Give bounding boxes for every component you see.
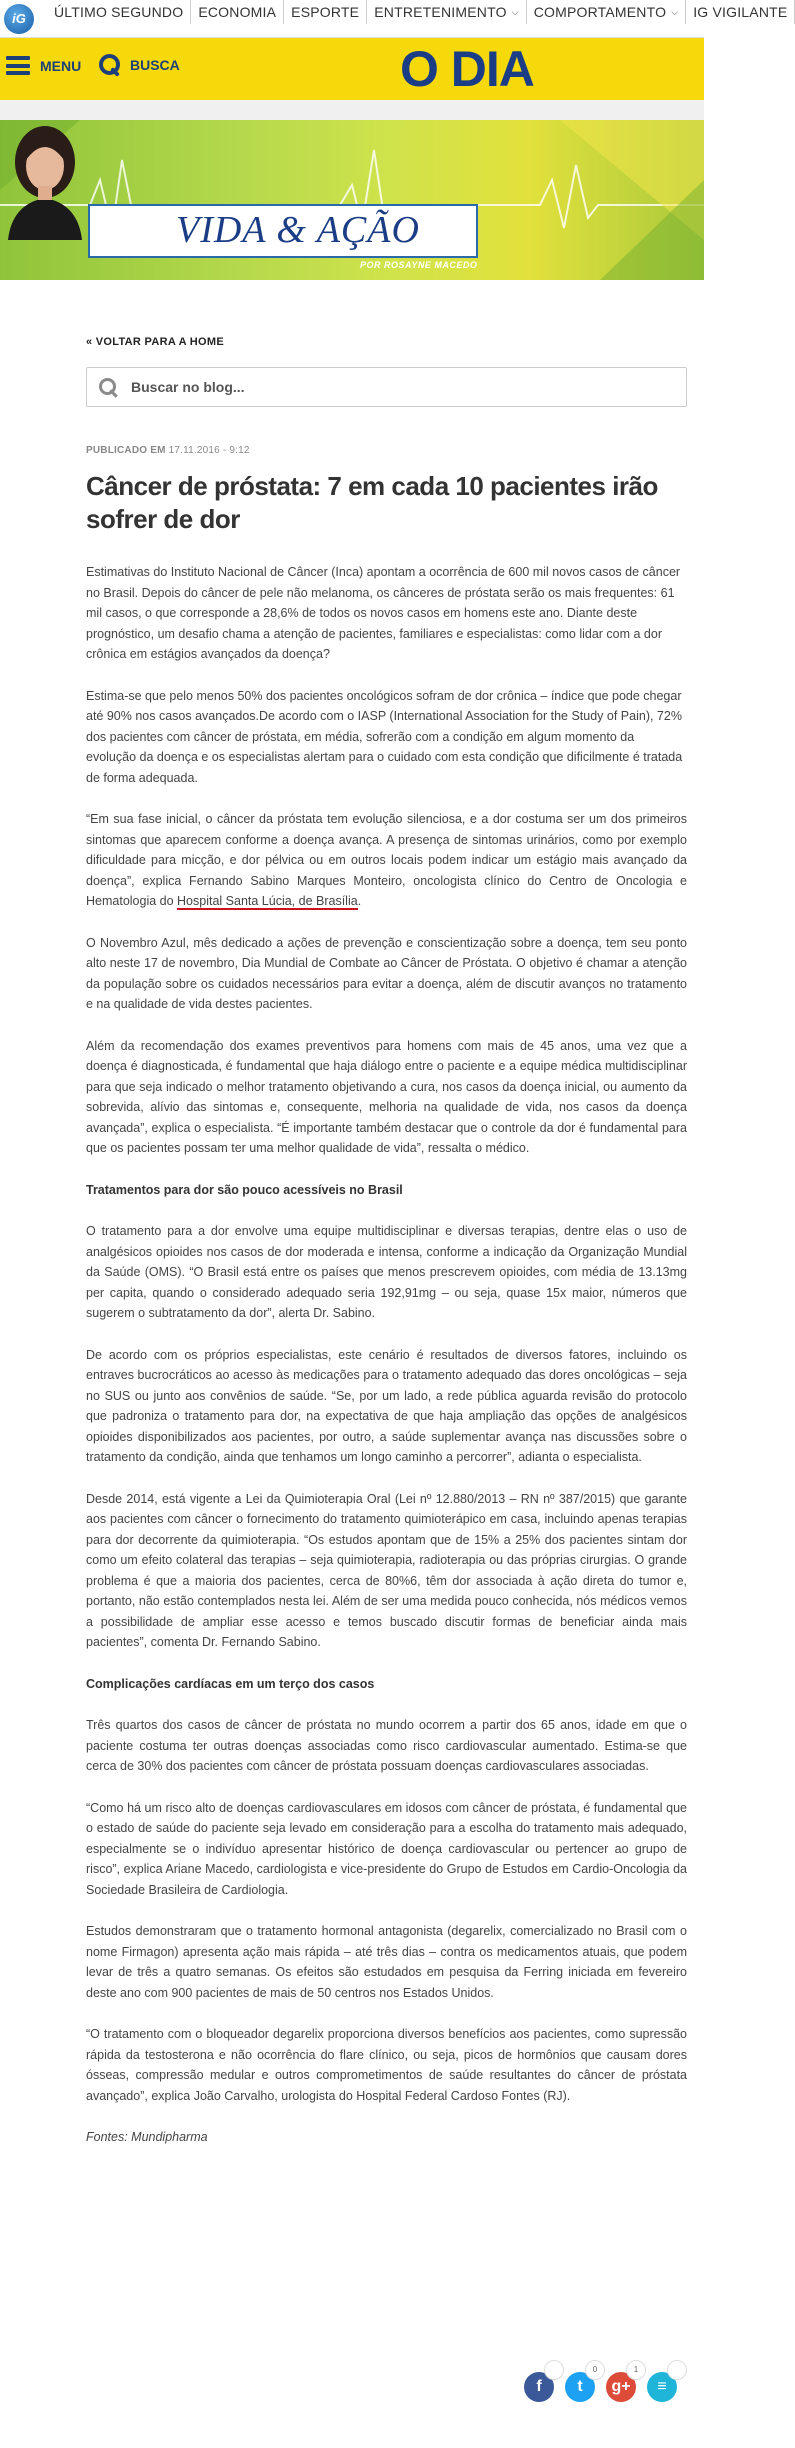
paragraph: Estima-se que pelo menos 50% dos pacientes oncológicos sofram de dor crônica – índice que pode chegar até 90% nos casos avançados.De acordo com o IASP (International Association for the Study of Pain), 72% dos pacientes com câncer de próstata, em média, sofrerão com a condição em algum momento da evolução da doença e os especialistas alertam para o cuidado com esta condição que dificilmente é tratada de forma adequada. [86, 688, 683, 785]
sources: Fontes: Mundipharma [86, 2130, 208, 2144]
nav-item-label: ECONOMIA [198, 4, 277, 20]
paragraph: O Novembro Azul, mês dedicado a ações de prevenção e conscientização sobre a doença, tem seu ponto alto neste 17 de novembro, Dia Mundial de Combate ao Câncer de Próstata. O objetivo é chamar a atenção da população sobre os cuidados necessários para evitar a doença, além de discutir avanços no tratamento e na qualidade de vida destes pacientes. [86, 935, 687, 1011]
nav-item-entretenimento[interactable] [367, 0, 526, 24]
nav-item-ig-vigilante[interactable] [686, 0, 795, 24]
blog-search-box [86, 367, 687, 407]
share-comments[interactable] [647, 2368, 681, 2402]
nav-items [50, 0, 795, 24]
share-google-plus[interactable] [606, 2365, 640, 2402]
chevron-down-icon: ⌵ [511, 7, 519, 17]
nav-item-label: IG VIGILANTE [693, 4, 788, 20]
ig-logo[interactable]: iG [4, 4, 34, 34]
site-header [0, 38, 704, 100]
hospital-link[interactable]: Hospital Santa Lúcia, de Brasília [177, 894, 358, 908]
header-gap [0, 100, 704, 120]
menu-label: MENU [40, 57, 82, 74]
google-plus-icon: g+ [606, 2372, 636, 2402]
share-facebook[interactable] [524, 2368, 558, 2402]
share-count [544, 2360, 564, 2380]
banner-title: VIDA & AÇÃO [176, 209, 420, 251]
nav-item-label: COMPORTAMENTO [533, 4, 667, 20]
facebook-icon: f [524, 2372, 554, 2402]
paragraph: Desde 2014, está vigente a Lei da Quimioterapia Oral (Lei nº 12.880/2013 – RN nº 387/2015) que garante aos pacientes com câncer o fornecimento do tratamento quimioterápico em casa, incluindo apenas terapias para dor decorrente da quimioterapia. “Os estudos apontam que de 15% a 25% dos pacientes sintam dor como um efeito colateral das terapias – seja quimioterapia, radioterapia ou das próprias cirurgias. O grande problema é que a maioria dos pacientes, cerca de 80%6, têm dor associada à ação direta do tumor e, portanto, não estão contemplados nesta lei. Além de ser uma medida pouco conhecida, nós médicos vemos a possibilidade de ampliar esse acesso e temos buscado discutir formas de beneficiar ainda mais pacientes”, comenta Dr. Fernando Sabino. [86, 1491, 687, 1649]
paragraph: “Como há um risco alto de doenças cardiovasculares em idosos com câncer de próstata, é fundamental que o estado de saúde do paciente seja levado em consideração para a escolha do tratamento mais adequado, especialmente se o indivíduo apresentar histórico de doença cardiovascular ou pertencer ao grupo de risco”, explica Ariane Macedo, cardiologista e vice-presidente do Grupo de Estudos em Cardio-Oncologia da Sociedade Brasileira de Cardiologia. [86, 1800, 687, 1897]
comments-icon: ≡ [647, 2372, 677, 2402]
paragraph: Três quartos dos casos de câncer de próstata no mundo ocorrem a partir dos 65 anos, idade em que o paciente costuma ter outras doenças associadas como risco cardiovascular aumentado. Estima-se que cerca de 30% dos pacientes com câncer de próstata possuam doenças cardiovasculares associadas. [86, 1718, 687, 1773]
publish-date [86, 445, 687, 456]
share-twitter[interactable] [565, 2365, 599, 2402]
chevron-down-icon: ⌵ [671, 7, 679, 17]
publish-date-value: 17.11.2016 - 9:12 [168, 445, 250, 456]
publish-date-label: PUBLICADO EM [86, 445, 166, 456]
brand-logo[interactable]: O DIA [400, 41, 534, 97]
top-navigation [0, 0, 788, 38]
search-button[interactable] [98, 53, 180, 77]
share-count [667, 2360, 687, 2380]
nav-item-economia[interactable] [191, 0, 284, 24]
search-label: BUSCA [130, 57, 180, 73]
quote-text: “Em sua fase inicial, o câncer da próstata tem evolução silenciosa, e a dor costuma ser um dos primeiros sintomas que aparecem conforme a doença avança. A presença de sintomas urinários, como por exemplo dificuldade para micção, e dor pélvica ou em outros locais podem indicar um estágio mais avançado da doença”, explica Fernando Sabino Marques Monteiro, oncologista clínico do Centro de Oncologia e Hematologia do [86, 812, 687, 908]
paragraph: O tratamento para a dor envolve uma equipe multidisciplinar e diversas terapias, dentre elas o uso de analgésicos opioides nos casos de dor moderada e intensa, conforme a indicação da Organização Mundial da Saúde (OMS). “O Brasil está entre os países que menos prescrevem opioides, com média de 13.13mg per capita, quando o considerado adequado seria 192,91mg – ou seja, quase 15x maior, números que sugerem o subtratamento da dor”, alerta Dr. Sabino. [86, 1224, 687, 1320]
paragraph: Estudos demonstraram que o tratamento hormonal antagonista (degarelix, comercializado no Brasil com o nome Firmagon) apresenta ação mais rápida – até três dias – contra os medicamentos atuais, que podem levar de três a quatro semanas. Os efeitos são estudados em pesquisa da Ferring iniciada em fevereiro deste ano com 900 pacientes de mais de 50 centros nos Estados Unidos. [86, 1924, 687, 2000]
quote-end: . [357, 894, 362, 908]
nav-item-label: ÚLTIMO SEGUNDO [54, 4, 184, 20]
twitter-icon: t [565, 2372, 595, 2402]
menu-button[interactable] [6, 56, 81, 75]
blog-content [86, 332, 687, 2169]
paragraph: Além da recomendação dos exames preventivos para homens com mais de 45 anos, uma vez que a doença é diagnosticada, é fundamental que haja diálogo entre o paciente e a equipe médica multidisciplinar para que seja indicado o melhor tratamento objetivando a cura, nos casos da doença inicial, ou aumento da sobrevida, alívio das sintomas e, consequente, melhoria na qualidade de vida, nos casos da doença avançada”, explica o especialista. “É importante também destacar que o controle da dor é fundamental para que os pacientes possam ter uma melhor qualidade de vida”, ressalta o médico. [86, 1038, 687, 1155]
share-count: 0 [585, 2360, 605, 2380]
quote-paragraph [86, 809, 687, 912]
nav-item-esporte[interactable] [284, 0, 367, 24]
section-heading: Complicações cardíacas em um terço dos casos [86, 1676, 375, 1691]
paragraph: De acordo com os próprios especialistas, este cenário é resultados de diversos fatores, incluindo os entraves bucrocráticos ao acesso às medicações para o tratamento adequado das dores oncológicas – seja no SUS ou junto aos convênios de saúde. “Se, por um lado, a rede pública aguarda revisão do protocolo que padroniza o tratamento para dor, na expectativa de que haja ampliação das opções de analgésicos opioides disponibilizados aos pacientes, por outro, a saúde suplementar avança nas discussões sobre o tratamento da condição, ainda que tenhamos um longo caminho a percorrer”, adianta o especialista. [86, 1347, 687, 1464]
share-bar [524, 2365, 681, 2402]
back-to-home-link[interactable]: « VOLTAR PARA A HOME [86, 336, 224, 348]
search-icon [98, 53, 122, 77]
nav-item-label: ESPORTE [291, 4, 360, 20]
share-count: 1 [626, 2360, 646, 2380]
nav-item-ultimo-segundo[interactable] [50, 0, 191, 24]
post-body [86, 562, 687, 2148]
blog-banner [0, 120, 704, 280]
section-heading: Tratamentos para dor são pouco acessíveis no Brasil [86, 1182, 403, 1197]
nav-item-label: ENTRETENIMENTO [374, 4, 507, 20]
banner-byline: POR ROSAYNE MACEDO [360, 260, 478, 270]
paragraph: Estimativas do Instituto Nacional de Câncer (Inca) apontam a ocorrência de 600 mil novos casos de câncer no Brasil. Depois do câncer de pele não melanoma, os cânceres de próstata serão os mais frequentes: 61 mil casos, o que corresponde a 28,6% de todos os novos casos em homens este ano. Diante deste prognóstico, um desafio chama a atenção de pacientes, familiares e especialistas: como lidar com a dor crônica em estágios avançados da doença? [86, 565, 681, 661]
blog-search-input[interactable] [131, 368, 671, 406]
author-portrait [0, 120, 90, 240]
search-icon [99, 378, 119, 398]
paragraph: “O tratamento com o bloqueador degarelix proporciona diversos benefícios aos pacientes, como supressão rápida da testosterona e não ocorrência do flare clínico, ou seja, picos de hormônios que causam dores ósseas, compressão medular e outros comprometimentos de saúde resultantes do câncer de próstata avançado”, explica João Carvalho, urologista do Hospital Federal Cardoso Fontes (RJ). [86, 2027, 687, 2103]
nav-item-comportamento[interactable] [527, 0, 687, 24]
hamburger-icon [6, 56, 30, 75]
post-title: Câncer de próstata: 7 em cada 10 pacientes irão sofrer de dor [86, 471, 658, 534]
